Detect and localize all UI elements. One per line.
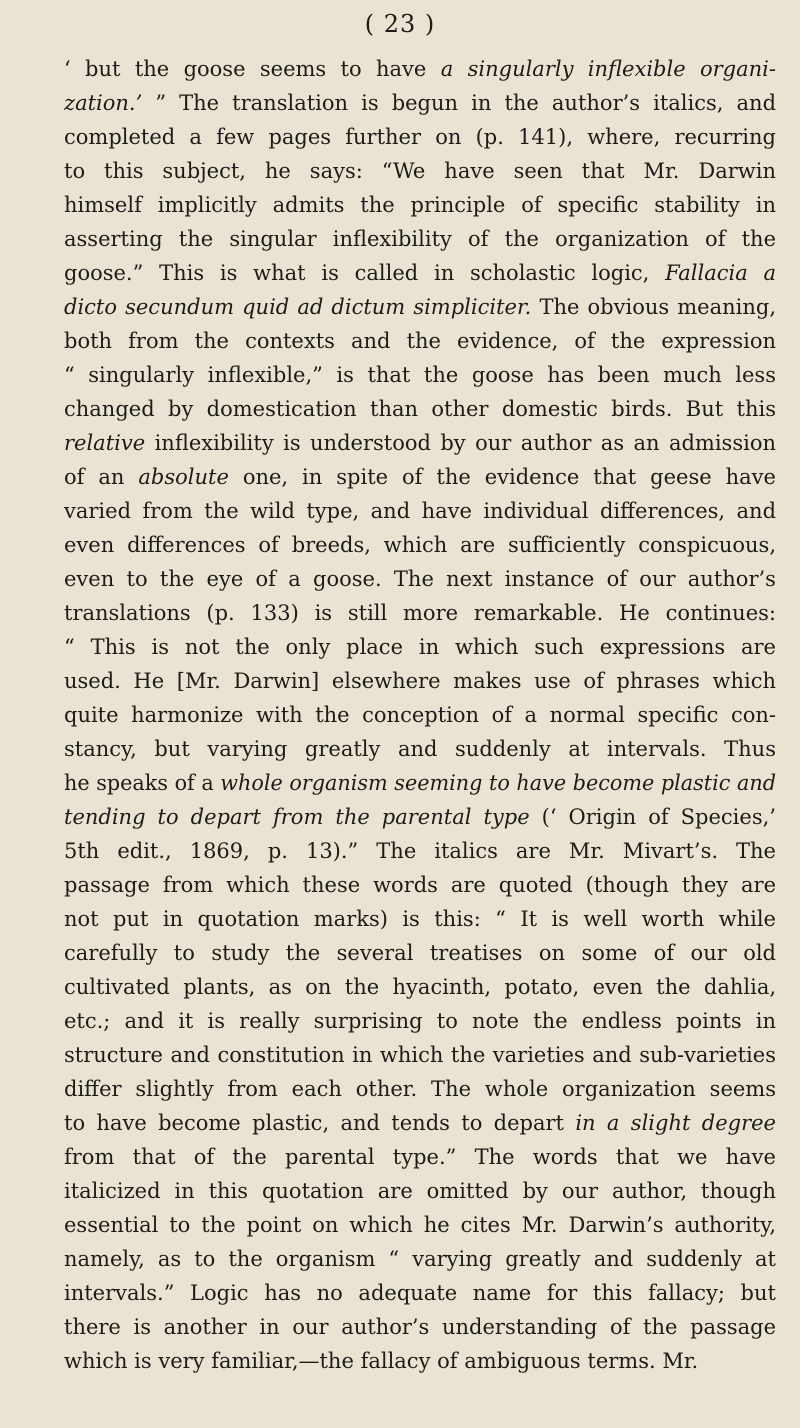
italic-text: absolute [138,465,229,489]
line-text: of an [64,465,139,489]
line-text: “ singularly inflexible,” is that the goose has been much less [64,363,776,387]
text-line [64,834,784,868]
text-line [64,426,784,460]
text-line [64,1140,784,1174]
text-line [64,1344,784,1378]
text-line [64,1208,784,1242]
line-text: to this subject, he says: “We have seen that Mr. Darwin [64,159,776,183]
line-text: passage from which these words are quoted (though they are [64,873,777,897]
line-text: quite harmonize with the conception of a normal specific con- [64,703,776,727]
italic-text: relative [64,431,146,455]
text-line [64,52,784,86]
italic-text: in a slight degree [575,1111,776,1135]
text-line [64,358,784,392]
line-text: there is another in our author’s understanding of the passage [64,1315,777,1339]
text-line [64,1276,784,1310]
text-line [64,664,784,698]
text-line [64,1106,784,1140]
italic-text: zation.’ [64,91,143,115]
text-line [64,494,784,528]
text-line [64,324,784,358]
line-text: changed by domestication than other domestic birds. But this [64,397,776,421]
italic-text: a singularly inflexible organi- [440,57,776,81]
line-text: etc.; and it is really surprising to note the endless points in [64,1009,777,1033]
text-line [64,1310,784,1344]
line-text: carefully to study the several treatises on some of our old [64,941,777,965]
italic-text: whole organism seeming to have become plastic and [220,771,776,795]
text-line [64,596,784,630]
text-line [64,460,784,494]
line-text: namely, as to the organism “ varying greatly and suddenly at [64,1247,776,1271]
text-line [64,86,784,120]
line-text: used. He [Mr. Darwin] elsewhere makes use of phrases which [64,669,777,693]
text-line [64,290,784,324]
line-text: The obvious meaning, [531,295,776,319]
text-line [64,970,784,1004]
line-text: differ slightly from each other. The whole organization seems [64,1077,776,1101]
line-text: italicized in this quotation are omitted by our author, though [64,1179,777,1203]
line-text: completed a few pages further on (p. 141), where, recurring [64,125,776,149]
text-line [64,1038,784,1072]
line-text: structure and constitution in which the varieties and sub-varieties [64,1043,776,1067]
line-text: essential to the point on which he cites Mr. Darwin’s authority, [64,1213,777,1237]
text-line [64,902,784,936]
line-text: “ This is not the only place in which such expressions are [64,635,776,659]
text-line [64,766,776,800]
line-text: inflexibility is understood by our author as an admission [145,431,776,455]
line-text: to have become plastic, and tends to depart [64,1111,576,1135]
text-line [64,732,784,766]
text-line [64,154,784,188]
text-line [64,1242,784,1276]
text-line [64,1072,784,1106]
line-text: not put in quotation marks) is this: “ It is well worth while [64,907,776,931]
page-number: ( 23 ) [364,10,436,38]
text-line [64,630,784,664]
text-line [64,1004,784,1038]
line-text: (‘ Origin of Species,’ [529,805,776,829]
text-line [64,256,784,290]
text-line [64,528,784,562]
text-line [64,188,784,222]
body-text [64,52,784,1378]
text-line [64,868,784,902]
italic-text: tending to depart from the parental type [64,805,530,829]
line-text: ‘ but the goose seems to have [64,57,441,81]
italic-text: dicto secundum quid ad dictum simpliciter. [64,295,532,319]
line-text: he speaks of a [64,771,221,795]
text-line [64,562,784,596]
line-text: ” The translation is begun in the author’s italics, and [142,91,777,115]
text-line [64,698,784,732]
italic-text: Fallacia a [665,261,777,285]
text-line [64,800,784,834]
text-line [64,1174,784,1208]
line-text: both from the contexts and the evidence, of the expression [64,329,777,353]
line-text: stancy, but varying greatly and suddenly at intervals. Thus [64,737,776,761]
line-text: goose.” This is what is called in scholastic logic, [64,261,666,285]
line-text: intervals.” Logic has no adequate name for this fallacy; but [64,1281,776,1305]
text-line [64,222,784,256]
line-text: one, in spite of the evidence that geese have [228,465,776,489]
line-text: 5th edit., 1869, p. 13).” The italics are Mr. Mivart’s. The [64,839,776,863]
text-line [64,392,784,426]
line-text: from that of the parental type.” The words that we have [64,1145,776,1169]
line-text: even differences of breeds, which are sufficiently conspicuous, [64,533,776,557]
text-line [64,120,784,154]
line-text: which is very familiar,—the fallacy of ambiguous terms. Mr. [64,1349,699,1373]
text-line [64,936,784,970]
line-text: translations (p. 133) is still more remarkable. He continues: [64,601,776,625]
line-text: even to the eye of a goose. The next instance of our author’s [64,567,776,591]
line-text: varied from the wild type, and have individual differences, and [64,499,777,523]
line-text: asserting the singular inflexibility of the organization of the [64,227,777,251]
line-text: cultivated plants, as on the hyacinth, potato, even the dahlia, [64,975,777,999]
line-text: himself implicitly admits the principle of specific stability in [64,193,777,217]
